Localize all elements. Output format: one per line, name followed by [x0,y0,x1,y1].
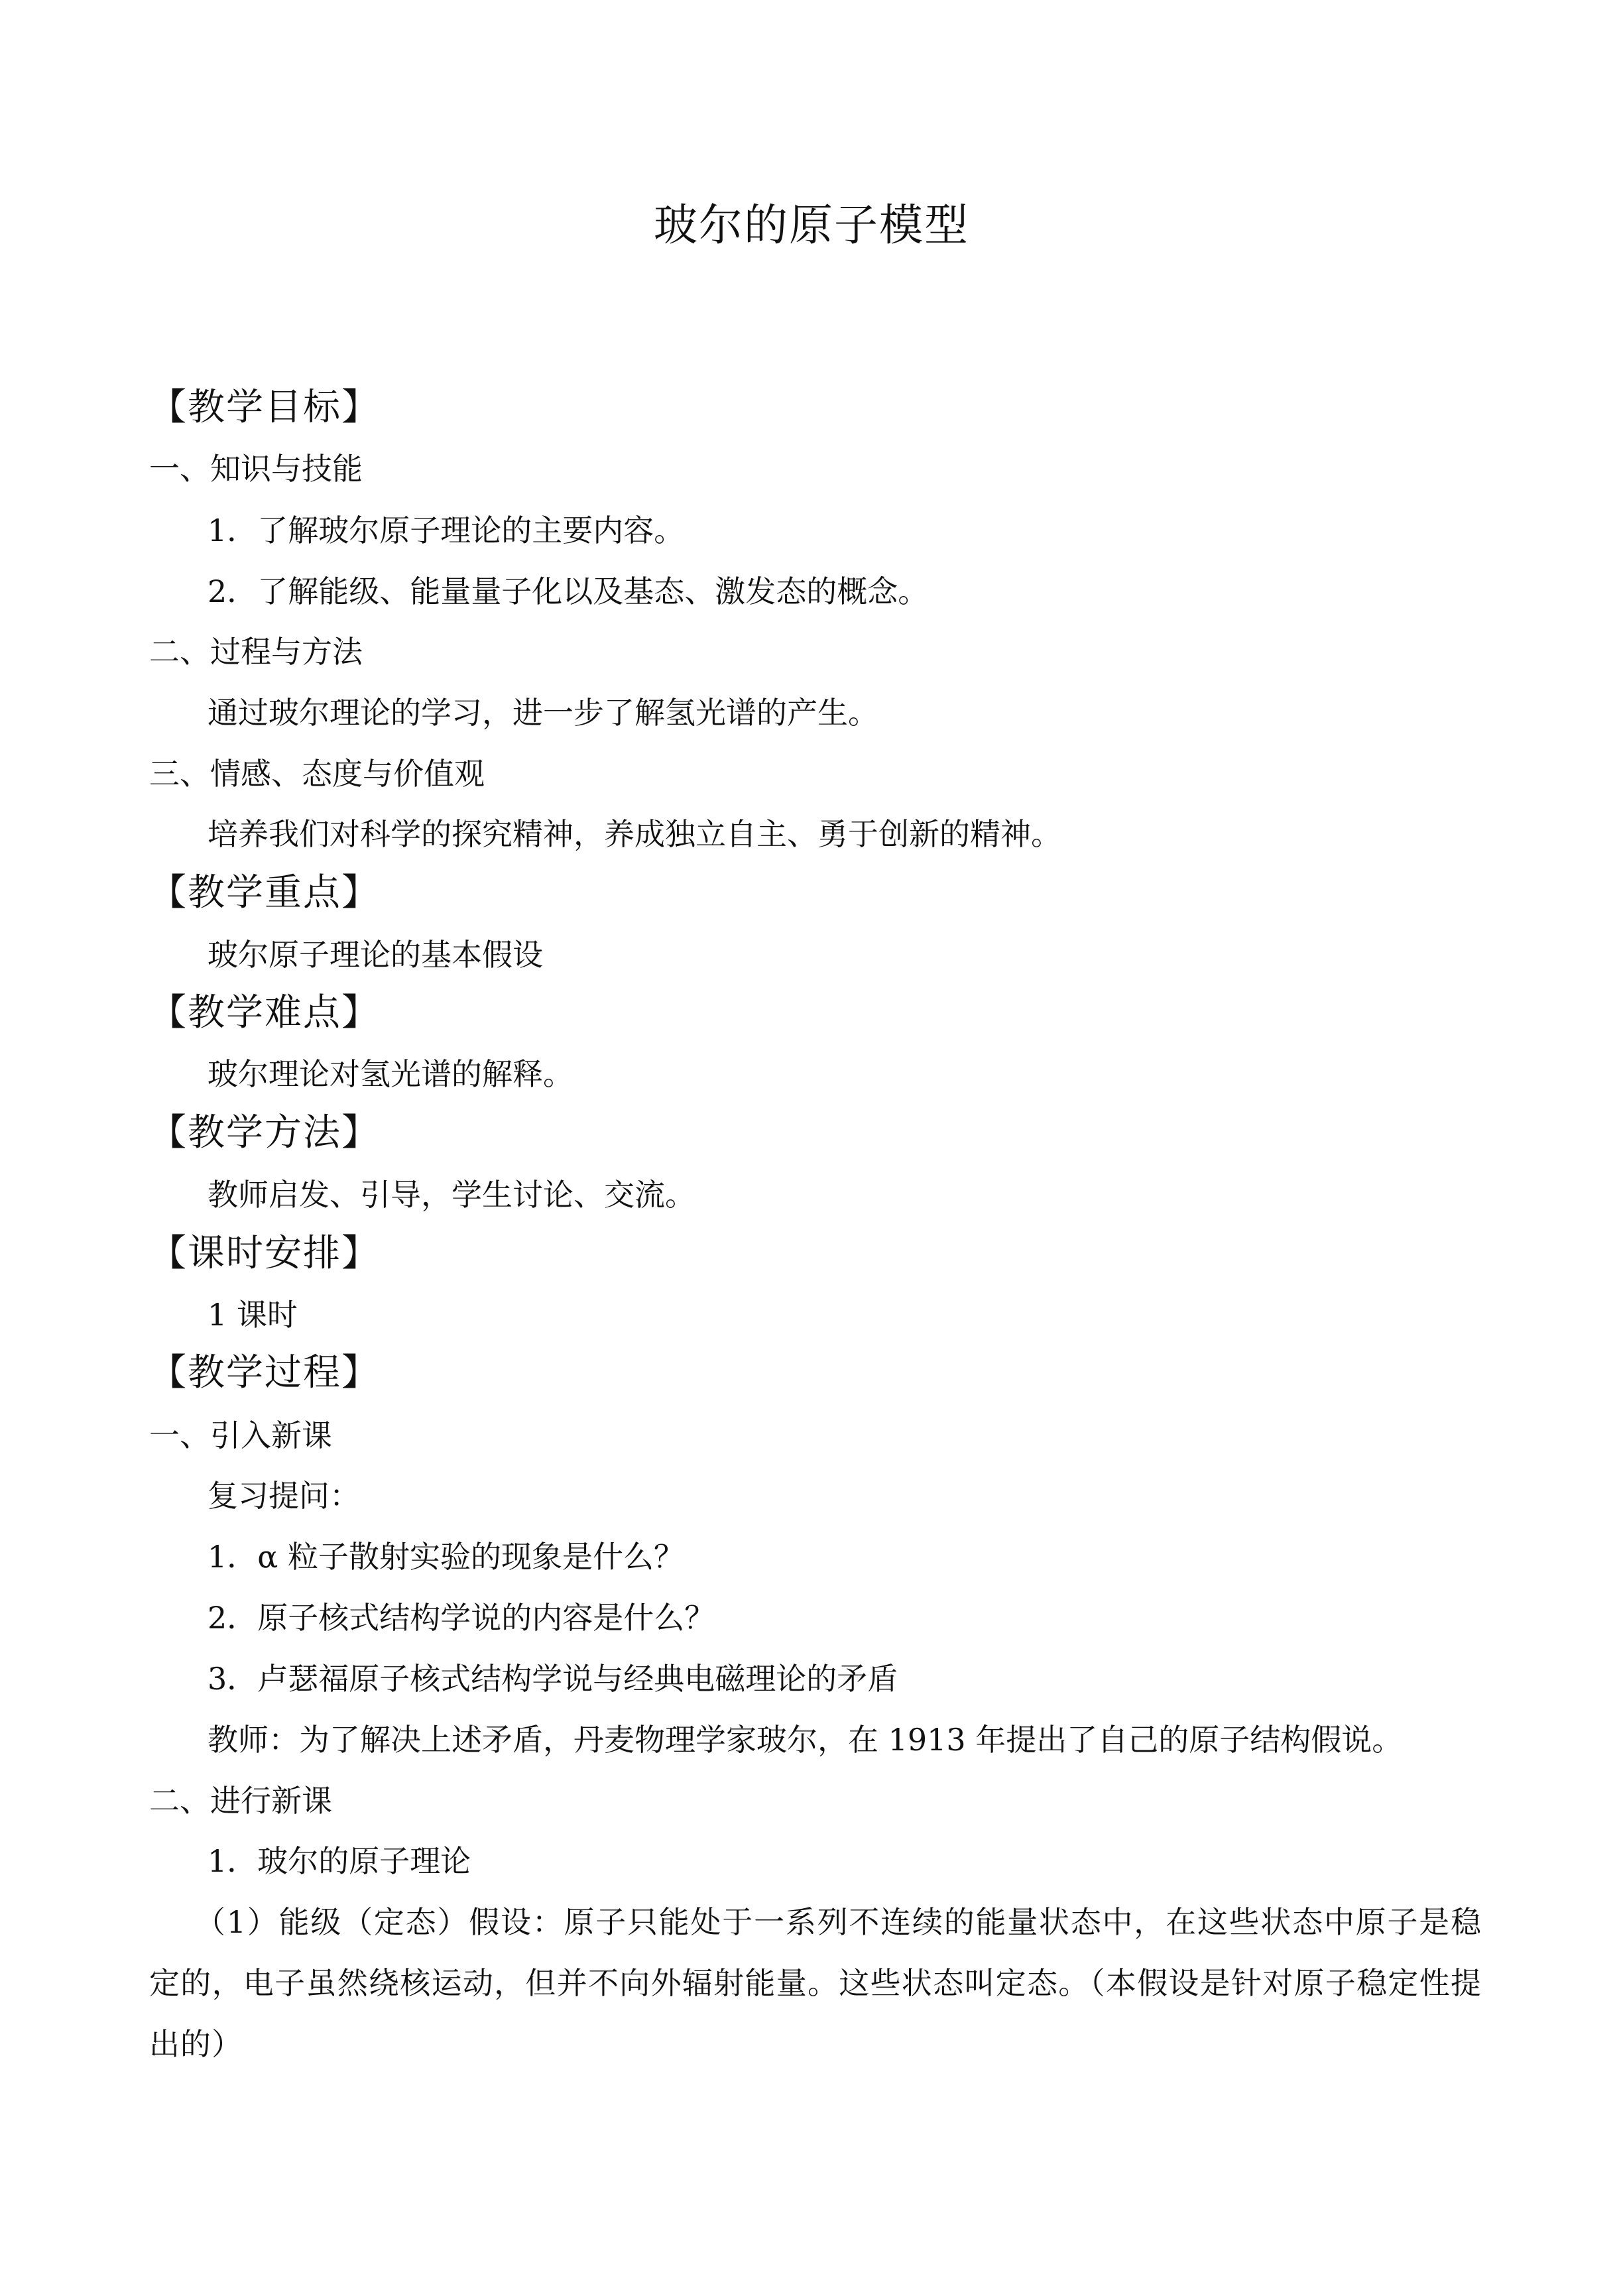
emotion-text: 培养我们对科学的探究精神，养成独立自主、勇于创新的精神。 [208,816,1061,852]
keypoint-heading: 【教学重点】 [149,871,380,914]
process-text: 通过玻尔理论的学习，进一步了解氢光谱的产生。 [208,695,878,731]
teacher-text: 教师：为了解决上述矛盾，丹麦物理学家玻尔，在 1913 年提出了自己的原子结构假说。 [208,1722,1403,1758]
review-label: 复习提问： [208,1478,360,1514]
new-lesson-heading: 二、进行新课 [149,1783,332,1819]
method-heading: 【教学方法】 [149,1111,380,1154]
document-title: 玻尔的原子模型 [654,200,969,251]
schedule-heading: 【课时安排】 [149,1232,380,1275]
knowledge-item-1: 1．了解玻尔原子理论的主要内容。 [208,513,685,548]
bohr-theory-heading: 1．玻尔的原子理论 [208,1843,471,1879]
method-text: 教师启发、引导，学生讨论、交流。 [208,1177,695,1213]
emotion-heading: 三、情感、态度与价值观 [149,756,485,792]
difficulty-heading: 【教学难点】 [149,991,380,1034]
review-question-1: 1．α 粒子散射实验的现象是什么？ [208,1539,684,1575]
assumption-1-paragraph: （1）能级（定态）假设：原子只能处于一系列不连续的能量状态中，在这些状态中原子是稳定的，电子虽然绕核运动，但并不向外辐射能量。这些状态叫定态。（本假设是针对原子稳定性提出的） [149,1904,1482,2062]
keypoint-text: 玻尔原子理论的基本假设 [208,937,543,973]
process-heading: 二、过程与方法 [149,634,363,670]
review-question-2: 2．原子核式结构学说的内容是什么？ [208,1600,715,1636]
difficulty-text: 玻尔理论对氢光谱的解释。 [208,1056,573,1092]
procedure-heading: 【教学过程】 [149,1351,380,1394]
review-question-3: 3．卢瑟福原子核式结构学说与经典电磁理论的矛盾 [208,1661,898,1697]
knowledge-heading: 一、知识与技能 [149,451,363,487]
intro-heading: 一、引入新课 [149,1418,332,1453]
knowledge-item-2: 2．了解能级、能量量子化以及基态、激发态的概念。 [208,574,929,609]
objectives-heading: 【教学目标】 [149,386,380,429]
schedule-text: 1 课时 [208,1297,298,1333]
